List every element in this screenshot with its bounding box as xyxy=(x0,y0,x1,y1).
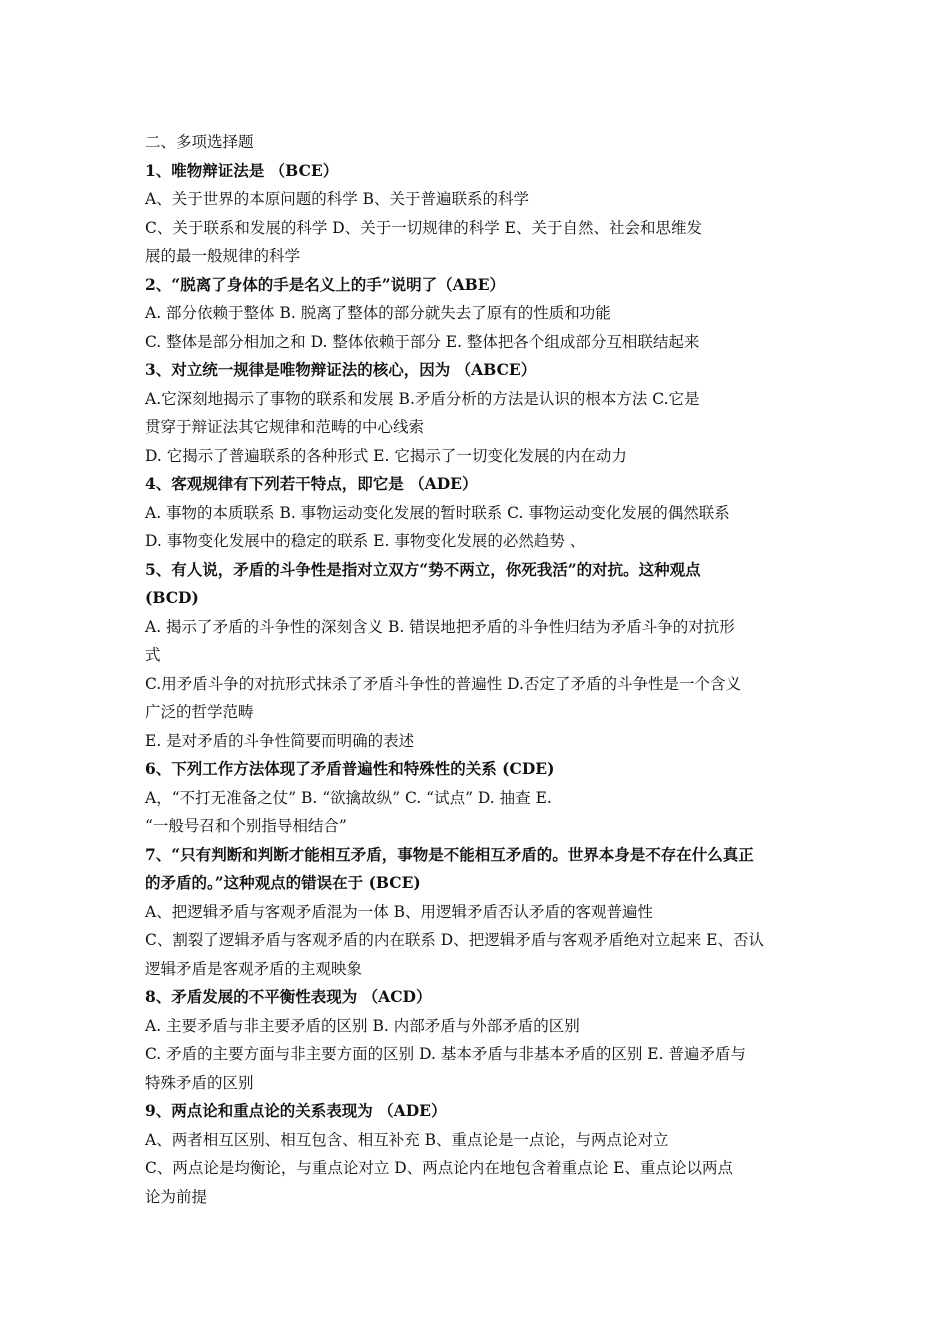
option-line: A，“不打无准备之仗” B. “欲擒故纵” C. “试点” D. 抽查 E. xyxy=(145,788,552,807)
option-line: E. 是对矛盾的斗争性简要而明确的表述 xyxy=(145,731,415,750)
document-page xyxy=(145,128,813,1211)
question-line: 8、矛盾发展的不平衡性表现为 （ACD） xyxy=(145,987,432,1006)
question-line: 6、下列工作方法体现了矛盾普遍性和特殊性的关系 (CDE) xyxy=(145,759,555,778)
question-list xyxy=(145,157,813,1212)
question-line: 2、“脱离了身体的手是名义上的手”说明了（ABE） xyxy=(145,274,506,294)
option-line: C、割裂了逻辑矛盾与客观矛盾的内在联系 D、把逻辑矛盾与客观矛盾绝对立起来 E、否认 xyxy=(145,931,764,949)
question-line: 1、唯物辩证法是 （BCE） xyxy=(145,160,339,180)
option-line: 贯穿于辩证法其它规律和范畴的中心线索 xyxy=(145,418,425,436)
option-line: D. 事物变化发展中的稳定的联系 E. 事物变化发展的必然趋势 、 xyxy=(145,532,586,550)
option-line: C. 整体是部分相加之和 D. 整体依赖于部分 E. 整体把各个组成部分互相联结起来 xyxy=(145,332,700,351)
option-line: 广泛的哲学范畴 xyxy=(145,703,254,721)
option-line: C. 矛盾的主要方面与非主要方面的区别 D. 基本矛盾与非基本矛盾的区别 E. 普遍矛盾与 xyxy=(145,1045,746,1063)
option-line: 论为前提 xyxy=(145,1187,208,1206)
question-line: 9、两点论和重点论的关系表现为 （ADE） xyxy=(145,1101,447,1120)
option-line: A. 主要矛盾与非主要矛盾的区别 B. 内部矛盾与外部矛盾的区别 xyxy=(145,1016,580,1035)
option-line: A.它深刻地揭示了事物的联系和发展 B.矛盾分析的方法是认识的根本方法 C.它是 xyxy=(145,389,700,408)
question-line: 7、“只有判断和判断才能相互矛盾，事物是不能相互矛盾的。世界本身是不存在什么真正 xyxy=(145,844,754,864)
option-line: 展的最一般规律的科学 xyxy=(145,247,301,265)
option-line: “一般号召和个别指导相结合” xyxy=(145,817,347,835)
option-line: A、两者相互区别、相互包含、相互补充 B、重点论是一点论，与两点论对立 xyxy=(145,1130,669,1149)
option-line: A. 部分依赖于整体 B. 脱离了整体的部分就失去了原有的性质和功能 xyxy=(145,304,611,322)
question-line: 4、客观规律有下列若干特点，即它是 （ADE） xyxy=(145,474,478,493)
option-line: C.用矛盾斗争的对抗形式抹杀了矛盾斗争性的普遍性 D.否定了矛盾的斗争性是一个含义 xyxy=(145,674,741,693)
option-line: D. 它揭示了普遍联系的各种形式 E. 它揭示了一切变化发展的内在动力 xyxy=(145,446,627,465)
option-line: A. 揭示了矛盾的斗争性的深刻含义 B. 错误地把矛盾的斗争性归结为矛盾斗争的对抗形 xyxy=(145,617,735,636)
section-title: 二、多项选择题 xyxy=(145,133,254,151)
option-line: C、关于联系和发展的科学 D、关于一切规律的科学 E、关于自然、社会和思维发 xyxy=(145,218,702,237)
question-line: 3、对立统一规律是唯物辩证法的核心，因为 （ABCE） xyxy=(145,360,537,379)
question-line: 5、有人说，矛盾的斗争性是指对立双方“势不两立，你死我活”的对抗。这种观点 xyxy=(145,559,701,579)
question-line: 的矛盾的。”这种观点的错误在于 (BCE) xyxy=(145,873,421,892)
option-line: 式 xyxy=(145,646,161,664)
option-line: C、两点论是均衡论，与重点论对立 D、两点论内在地包含着重点论 E、重点论以两点 xyxy=(145,1159,733,1177)
question-line: (BCD) xyxy=(145,588,199,607)
option-line: A、关于世界的本原问题的科学 B、关于普遍联系的科学 xyxy=(145,190,530,208)
option-line: 特殊矛盾的区别 xyxy=(145,1073,254,1092)
option-line: A、把逻辑矛盾与客观矛盾混为一体 B、用逻辑矛盾否认矛盾的客观普遍性 xyxy=(145,902,654,921)
option-line: 逻辑矛盾是客观矛盾的主观映象 xyxy=(145,959,363,978)
option-line: A. 事物的本质联系 B. 事物运动变化发展的暂时联系 C. 事物运动变化发展的偶然联系 xyxy=(145,503,730,522)
